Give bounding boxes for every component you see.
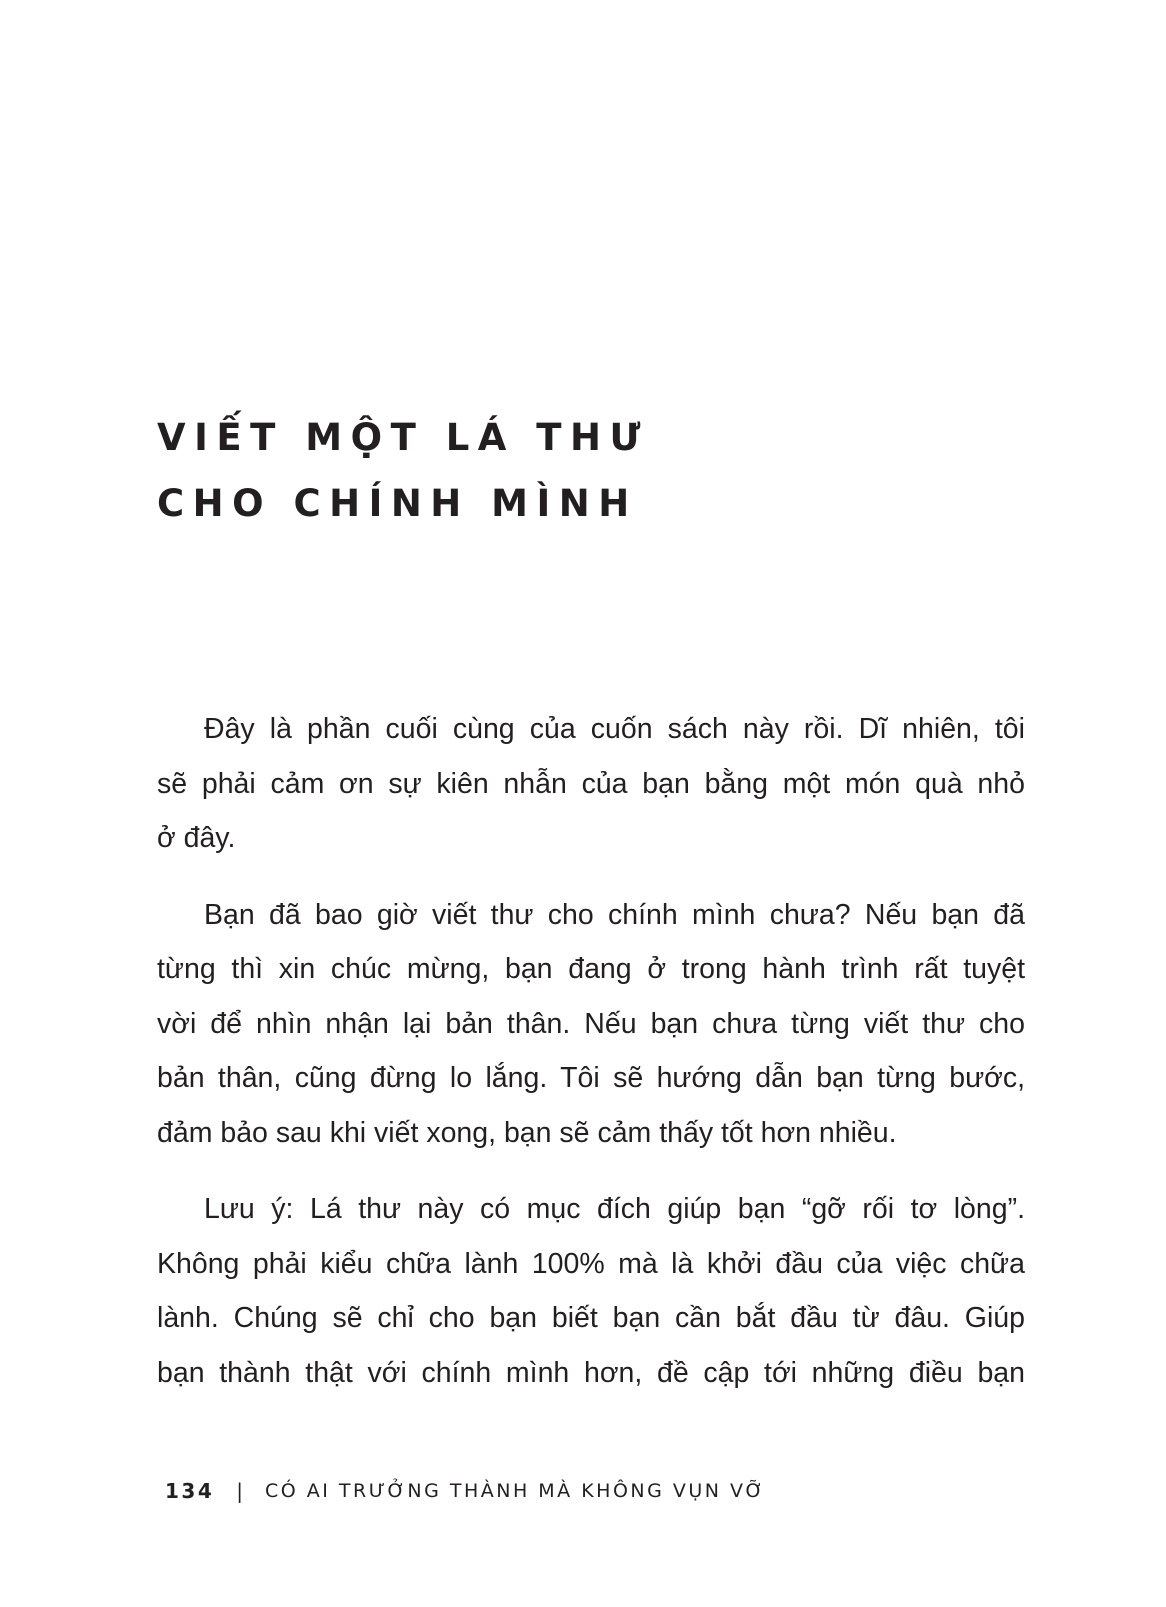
text-line: ở đây. — [157, 822, 236, 854]
body-text — [157, 702, 1025, 1422]
text-line: đảm bảo sau khi viết xong, bạn sẽ cảm thấy tốt hơn nhiều. — [157, 1116, 897, 1149]
page-number: 134 — [165, 1479, 215, 1503]
running-title: CÓ AI TRƯỞNG THÀNH MÀ KHÔNG VỤN VỠ — [265, 1480, 766, 1502]
chapter-title — [157, 405, 857, 537]
chapter-title-line-2: CHO CHÍNH MÌNH — [157, 482, 638, 525]
paragraph-2 — [157, 888, 1025, 1161]
text-line: lành. Chúng sẽ chỉ cho bạn biết bạn cần bắt đầu từ đâu. Giúp — [157, 1302, 1025, 1334]
footer-separator: | — [236, 1479, 243, 1503]
text-line: bản thân, cũng đừng lo lắng. Tôi sẽ hướng dẫn bạn từng bước, — [157, 1062, 1025, 1094]
text-line: Không phải kiểu chữa lành 100% mà là khởi đầu của việc chữa — [157, 1247, 1025, 1280]
text-line: Đây là phần cuối cùng của cuốn sách này rồi. Dĩ nhiên, tôi — [204, 713, 1025, 745]
text-line: sẽ phải cảm ơn sự kiên nhẫn của bạn bằng một món quà nhỏ — [157, 767, 1025, 800]
text-line: vời để nhìn nhận lại bản thân. Nếu bạn chưa từng viết thư cho — [157, 1007, 1025, 1040]
chapter-title-line-1: VIẾT MỘT LÁ THƯ — [157, 416, 649, 459]
paragraph-3 — [157, 1182, 1025, 1400]
text-line: từng thì xin chúc mừng, bạn đang ở trong hành trình rất tuyệt — [157, 953, 1025, 985]
page-footer — [165, 1479, 765, 1503]
text-line: bạn thành thật với chính mình hơn, đề cập tới những điều bạn — [157, 1356, 1025, 1389]
paragraph-1 — [157, 702, 1025, 866]
text-line: Bạn đã bao giờ viết thư cho chính mình chưa? Nếu bạn đã — [204, 898, 1025, 931]
text-line: Lưu ý: Lá thư này có mục đích giúp bạn “gỡ rối tơ lòng”. — [204, 1193, 1025, 1225]
